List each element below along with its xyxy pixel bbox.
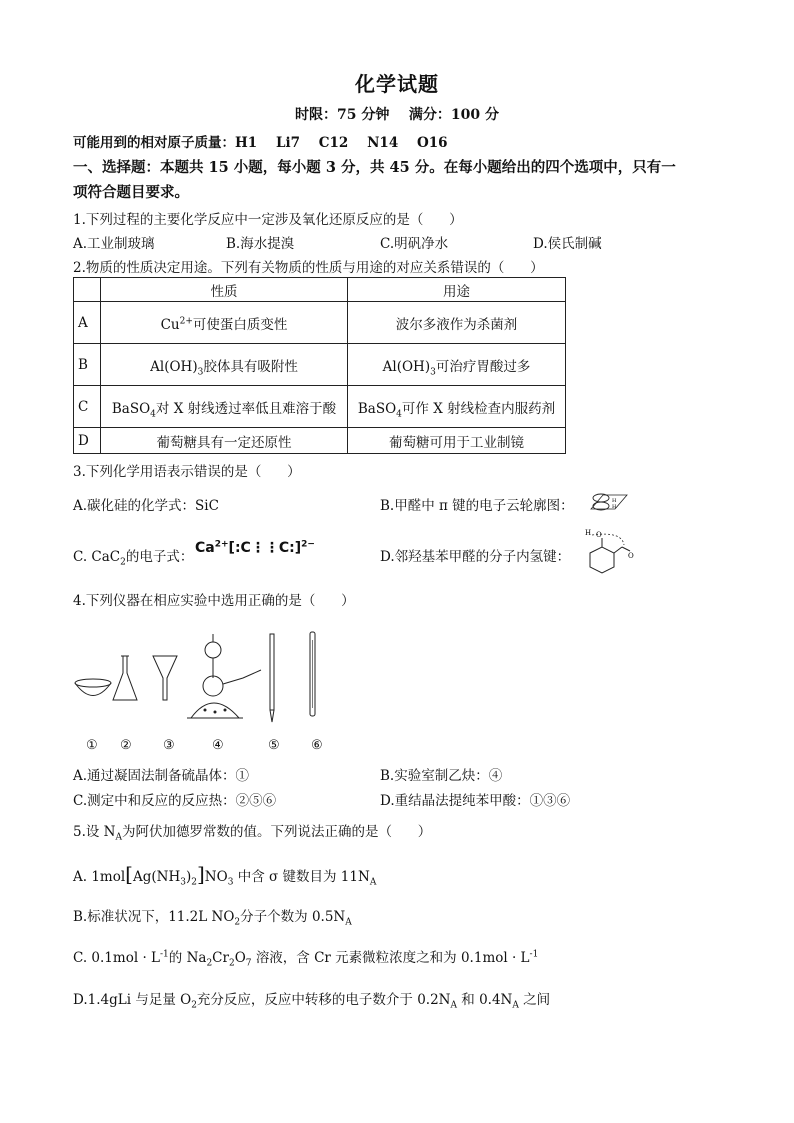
table-header-row — [74, 278, 566, 302]
time-limit-text: 时限：75 分钟 — [295, 107, 390, 123]
q4-option-d: D.重结晶法提纯苯甲酸：①③⑥ — [380, 793, 571, 809]
q4-option-c: C.测定中和反应的反应热：②⑤⑥ — [73, 793, 277, 809]
apparatus-label-2: ② — [120, 738, 132, 753]
svg-text:H: H — [585, 529, 592, 537]
svg-text:H: H — [612, 504, 617, 510]
svg-text:O: O — [628, 552, 634, 560]
q3-option-d: D.邻羟基苯甲醛的分子内氢键： — [380, 549, 571, 565]
row-property: 葡萄糖具有一定还原性 — [101, 428, 348, 454]
apparatus-label-6: ⑥ — [311, 738, 323, 753]
table-row — [74, 302, 566, 344]
q5-option-b: B.标准状况下，11.2L $NO_2$分子个数为 $0.5N_A$ — [73, 909, 352, 928]
apparatus-label-3: ③ — [163, 738, 175, 753]
time-limit — [0, 104, 794, 124]
row-key: B — [74, 344, 101, 386]
row-property: $Cu^{2+}$可使蛋白质变性 — [101, 302, 348, 344]
hydroxybenzaldehyde-structure-icon — [576, 527, 636, 579]
q2-stem: 2.物质的性质决定用途。下列有关物质的性质与用途的对应关系错误的（ ） — [73, 260, 544, 276]
q4-option-b: B.实验室制乙炔：④ — [380, 768, 503, 784]
apparatus-label-1: ① — [86, 738, 98, 753]
table-row — [74, 344, 566, 386]
pi-bond-cloud-icon — [585, 489, 629, 513]
q1-stem: 1.下列过程的主要化学反应中一定涉及氧化还原反应的是（ ） — [73, 212, 463, 228]
electron-formula: $Ca^{2+}[:C⋮⋮C:]^{2-}$ — [195, 539, 315, 556]
q1-option-a: A.工业制玻璃 — [73, 236, 155, 252]
header-use: 用途 — [348, 278, 566, 302]
q3-stem: 3.下列化学用语表示错误的是（ ） — [73, 464, 301, 480]
atomic-masses — [73, 131, 448, 151]
row-use: 波尔多液作为杀菌剂 — [348, 302, 566, 344]
section-heading-cont: 项符合题目要求。 — [73, 184, 189, 201]
q5-option-c: C. $0.1mol \cdot L^{-1}$的 $Na_2Cr_2O_7$ 溶液，含 Cr 元素微粒浓度之和为 $0.1mol \cdot L^{-1}$ — [73, 949, 539, 969]
q1-option-b: B.海水提溴 — [226, 236, 295, 252]
table-row — [74, 386, 566, 428]
row-use: 葡萄糖可用于工业制镜 — [348, 428, 566, 454]
q3-option-b: B.甲醛中 π 键的电子云轮廓图： — [380, 498, 574, 514]
q3-option-c: C. CaC$_2$的电子式： — [73, 549, 194, 568]
atomic-masses-label: 可能用到的相对原子质量： — [73, 135, 235, 151]
row-key: D — [74, 428, 101, 454]
q4-option-a: A.通过凝固法制备硫晶体：① — [73, 768, 250, 784]
apparatus-label-4: ④ — [212, 738, 224, 753]
q1-option-d: D.侯氏制碱 — [533, 236, 602, 252]
atomic-masses-values: H1 Li7 C12 N14 O16 — [235, 135, 448, 151]
q2-table — [73, 277, 566, 454]
row-use: BaSO$_4$可作 X 射线检查内服药剂 — [348, 386, 566, 428]
q5-stem: 5.设 $N_A$为阿伏加德罗常数的值。下列说法正确的是（ ） — [73, 824, 432, 843]
q5-option-a: A. $1mol[Ag(NH_3)_2]NO_3$ 中含 σ 键数目为 $11N_A$ — [73, 862, 377, 888]
q5-option-d: D.1.4gLi 与足量 $O_2$充分反应，反应中转移的电子数介于 $0.2N_A$ 和 $0.4N_A$ 之间 — [73, 992, 551, 1011]
lab-apparatus-figure — [73, 628, 333, 726]
svg-text:H: H — [612, 498, 617, 504]
row-key: C — [74, 386, 101, 428]
page-title: 化学试题 — [355, 72, 439, 96]
row-key: A — [74, 302, 101, 344]
row-use: $Al(OH)_3$可治疗胃酸过多 — [348, 344, 566, 386]
header-property: 性质 — [101, 278, 348, 302]
q3-option-a: A.碳化硅的化学式：SiC — [73, 498, 219, 514]
row-property: BaSO$_4$对 X 射线透过率低且难溶于酸 — [101, 386, 348, 428]
section-heading: 一、选择题：本题共 15 小题，每小题 3 分，共 45 分。在每小题给出的四个选项中，只有一 — [73, 159, 676, 176]
svg-text:O: O — [596, 531, 602, 539]
full-score-text: 满分：100 分 — [408, 107, 499, 123]
q1-option-c: C.明矾净水 — [380, 236, 449, 252]
table-row — [74, 428, 566, 454]
q4-stem: 4.下列仪器在相应实验中选用正确的是（ ） — [73, 593, 355, 609]
row-property: $Al(OH)_3$胶体具有吸附性 — [101, 344, 348, 386]
apparatus-label-5: ⑤ — [268, 738, 280, 753]
